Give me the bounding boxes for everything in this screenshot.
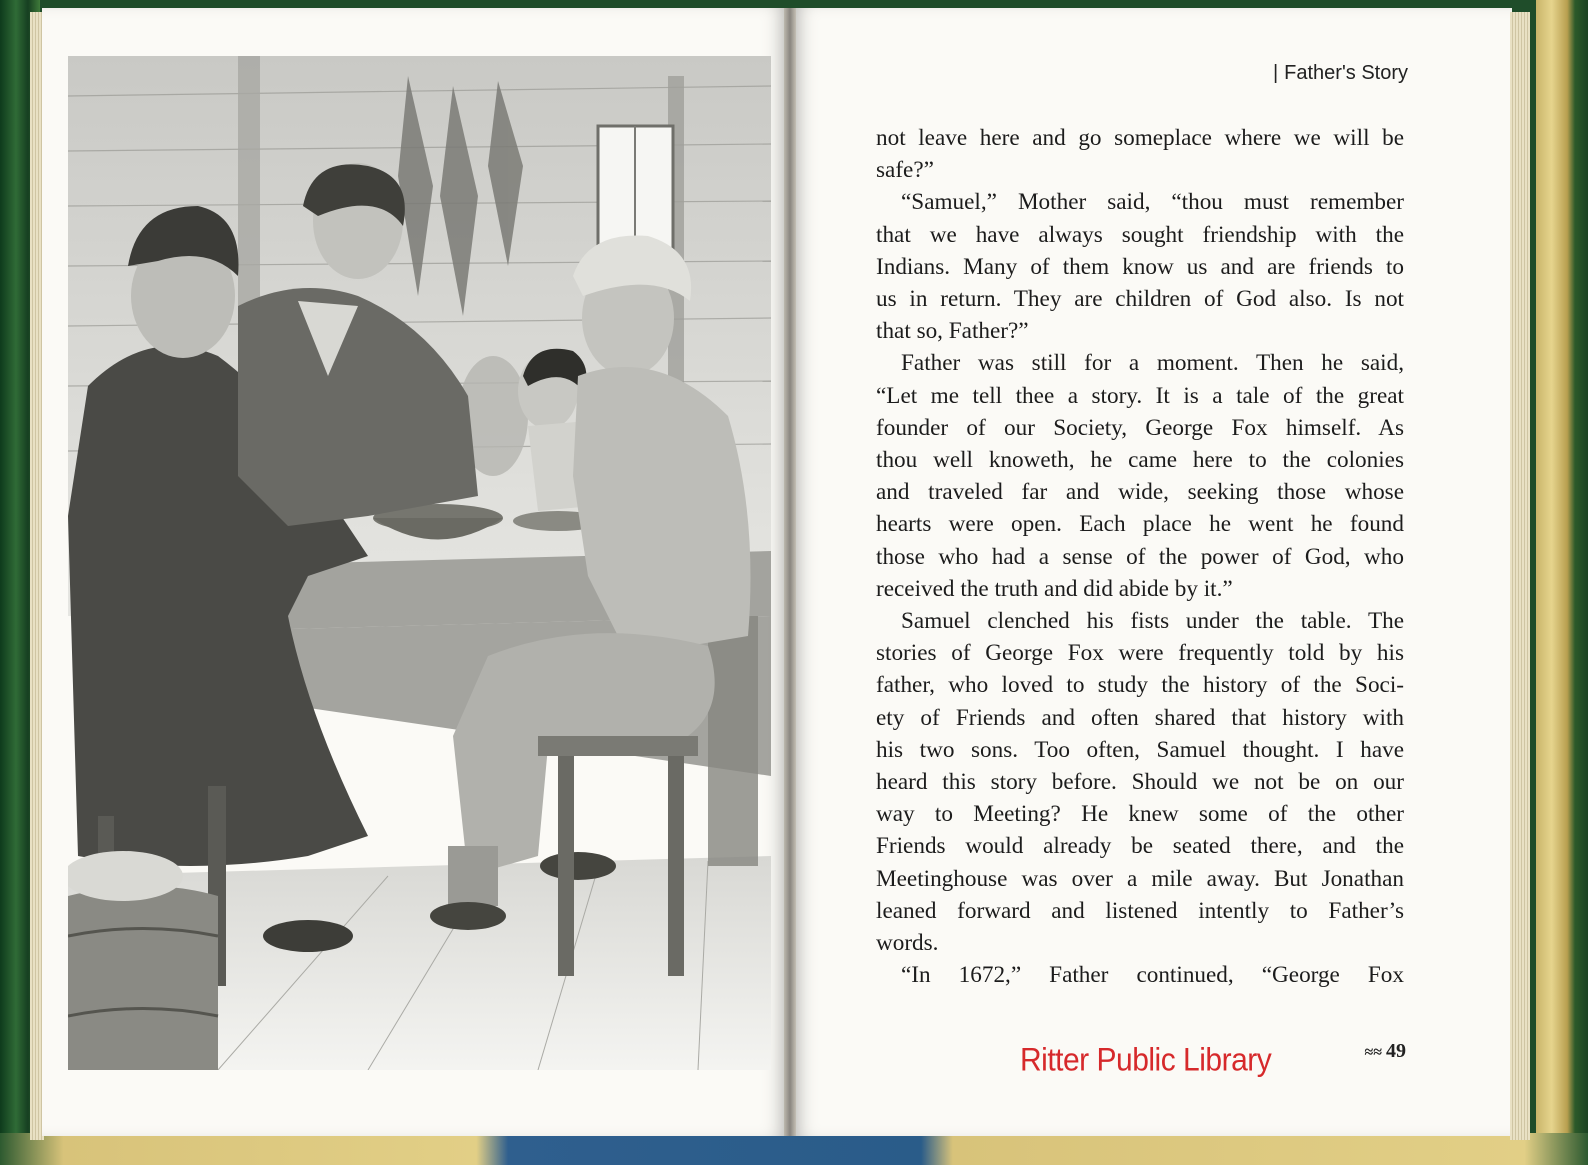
- library-stamp: Ritter Public Library: [1020, 1042, 1272, 1079]
- page-number-value: 49: [1386, 1040, 1406, 1062]
- running-head: | Father's Story: [1272, 62, 1408, 84]
- illustration-family-at-table-icon: [68, 56, 771, 1070]
- running-head-title: Father's Story: [1284, 62, 1408, 84]
- book-cover-bottom: [0, 1133, 1588, 1165]
- text-line: that we have always sought friendship with the: [876, 221, 1404, 248]
- text-line: founder of our Society, George Fox himself. As: [876, 414, 1404, 441]
- text-line: those who had a sense of the power of God, who: [876, 543, 1404, 570]
- text-line: heard this story before. Should we not be on our: [876, 769, 1404, 796]
- text-line: Father was still for a moment. Then he said,: [901, 350, 1404, 377]
- page-number: [1322, 1040, 1406, 1063]
- text-line: his two sons. Too often, Samuel thought. I have: [876, 736, 1404, 763]
- text-line: “Let me tell thee a story. It is a tale of the great: [876, 382, 1404, 409]
- text-line: thou well knoweth, he came here to the colonies: [876, 447, 1404, 474]
- text-line: and traveled far and wide, seeking those whose: [876, 479, 1404, 506]
- text-line: us in return. They are children of God also. Is not: [876, 286, 1404, 313]
- body-text: [876, 122, 1404, 991]
- text-line: Meetinghouse was over a mile away. But Jonathan: [876, 865, 1404, 892]
- text-line: leaned forward and listened intently to Father’s: [876, 897, 1404, 924]
- text-line: words.: [876, 930, 939, 957]
- folio-ornament-icon: ≈≈: [1364, 1044, 1382, 1061]
- text-line: ety of Friends and often shared that history with: [876, 704, 1404, 731]
- text-line: not leave here and go someplace where we will be: [876, 125, 1404, 151]
- text-line: way to Meeting? He knew some of the other: [876, 801, 1404, 828]
- text-line: safe?”: [876, 157, 934, 184]
- text-line: hearts were open. Each place he went he found: [876, 511, 1404, 538]
- text-line: Friends would already be seated there, and the: [876, 833, 1404, 860]
- text-line: “In 1672,” Father continued, “George Fox: [901, 962, 1404, 989]
- page-edges-right: [1510, 12, 1530, 1140]
- text-line: that so, Father?”: [876, 318, 1029, 345]
- text-line: Samuel clenched his fists under the table. The: [901, 608, 1404, 635]
- text-line: received the truth and did abide by it.”: [876, 575, 1233, 602]
- text-line: Indians. Many of them know us and are friends to: [876, 253, 1404, 280]
- text-line: father, who loved to study the history of the Soci-: [876, 672, 1404, 699]
- text-line: stories of George Fox were frequently told by his: [876, 640, 1404, 667]
- book-cover-right: [1536, 0, 1588, 1165]
- book-gutter: [784, 8, 796, 1136]
- text-line: “Samuel,” Mother said, “thou must remember: [901, 189, 1404, 216]
